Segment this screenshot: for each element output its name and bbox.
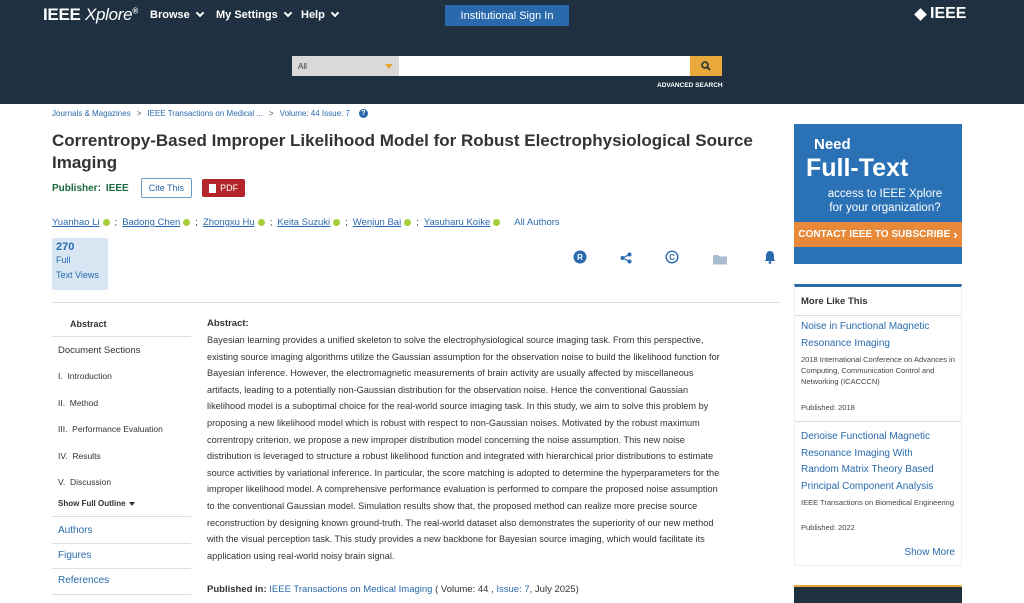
copyright-icon[interactable] — [665, 250, 679, 264]
author-link[interactable] — [203, 217, 265, 228]
abstract-line: application using real-world noisy brain signal. — [207, 550, 395, 561]
panel-divider — [795, 421, 961, 422]
date-text: , July 2025) — [529, 584, 579, 595]
abstract-heading: Abstract: — [207, 318, 249, 329]
caret-down-icon — [385, 64, 393, 69]
author-link[interactable] — [353, 217, 411, 228]
search-category-select[interactable] — [292, 56, 399, 76]
related-article-venue: 2018 International Conference on Advances in Computing, Communication Control and Networking (ICACCCN) — [801, 355, 955, 386]
abstract-line: improper likelihood model. A comprehensive performance evaluation is performed to compare the proposed noise assumption — [207, 484, 718, 495]
sidebar-item-figures[interactable]: Figures — [58, 550, 92, 561]
orcid-icon[interactable] — [258, 219, 265, 226]
bell-icon[interactable] — [764, 250, 778, 264]
orcid-icon[interactable] — [333, 219, 340, 226]
author-name: Keita Suzuki — [277, 217, 331, 228]
sidebar-section-discussion[interactable]: V. Discussion — [58, 477, 112, 487]
breadcrumb-separator: > — [136, 109, 142, 118]
rights-icon[interactable] — [573, 250, 587, 264]
advanced-search-link[interactable]: ADVANCED SEARCH — [657, 82, 723, 89]
all-authors-link[interactable]: All Authors — [514, 217, 560, 228]
breadcrumb-volume[interactable]: Volume: 44 Issue: 7 — [279, 109, 350, 118]
abstract-line: correntropy criterion, we propose a new improper distribution model concerning the noise assumption. This new noise — [207, 434, 685, 445]
abstract-line: to the conventional Gaussian model. Simulation results show that, the proposed method can realize more precise source — [207, 500, 698, 511]
volume-text: ( Volume: 44 , — [435, 584, 494, 595]
top-header — [0, 0, 1024, 104]
author-name: Badong Chen — [122, 217, 181, 228]
pdf-icon — [209, 184, 216, 193]
cite-this-button[interactable]: Cite This — [141, 178, 192, 198]
search-category-value: All — [298, 61, 307, 71]
breadcrumb — [52, 109, 368, 118]
folder-icon[interactable] — [713, 252, 727, 266]
sidebar-section-results[interactable]: IV. Results — [58, 451, 101, 461]
ad-subtitle — [815, 187, 955, 215]
sidebar-divider — [52, 516, 191, 517]
views-label-full: Full — [56, 255, 71, 265]
related-article-link[interactable]: Noise in Functional Magnetic Resonance Imaging — [801, 321, 930, 349]
abstract-text — [207, 332, 775, 564]
ieee-xplore-logo[interactable] — [43, 5, 138, 25]
show-full-outline-label: Show Full Outline — [58, 499, 126, 508]
sidebar-item-authors[interactable]: Authors — [58, 525, 93, 536]
publisher-label: Publisher: — [52, 182, 101, 194]
publisher-row — [52, 178, 245, 198]
section-divider — [52, 302, 780, 303]
logo-ieee-text: IEEE — [43, 5, 81, 24]
sidebar-divider — [52, 594, 191, 595]
abstract-line: source activities by variational inference. In particular, the score matching is adopted to determine the hyperparameters for the — [207, 467, 720, 478]
help-icon[interactable]: ? — [359, 109, 368, 118]
author-list — [52, 217, 560, 228]
orcid-icon[interactable] — [493, 219, 500, 226]
show-full-outline-toggle[interactable] — [58, 499, 135, 508]
ieee-logo-text: IEEE — [930, 5, 967, 22]
sidebar-item-abstract[interactable]: Abstract — [70, 319, 107, 329]
share-icon[interactable] — [620, 251, 634, 265]
more-like-this-panel — [794, 284, 962, 566]
more-like-this-title: More Like This — [801, 296, 868, 307]
nav-help-label: Help — [301, 9, 325, 21]
author-name: Zhongxu Hu — [202, 217, 255, 228]
sidebar-divider — [52, 543, 191, 544]
journal-link[interactable]: IEEE Transactions on Medical Imaging — [269, 584, 433, 595]
nav-help[interactable] — [301, 9, 338, 21]
author-link[interactable] — [277, 217, 340, 228]
author-name: Wenjun Bai — [352, 217, 402, 228]
author-name: Yuanhao Li — [52, 217, 100, 228]
chevron-right-icon: › — [953, 227, 958, 242]
author-separator: ; — [114, 217, 118, 228]
pdf-label: PDF — [220, 183, 239, 193]
chevron-down-icon — [283, 9, 291, 17]
contact-ieee-subscribe-button[interactable] — [794, 222, 962, 247]
related-article-published: Published: 2018 — [801, 403, 855, 412]
sidebar-divider — [52, 568, 191, 569]
caret-down-icon — [129, 502, 135, 506]
logo-xplore-text: Xplore — [84, 5, 133, 24]
issue-link[interactable]: Issue: 7 — [496, 584, 530, 595]
abstract-line: existing source imaging algorithms utilize the Gaussian assumption for the observation noise to build the likelihood function for — [207, 351, 720, 362]
nav-browse-label: Browse — [150, 9, 190, 21]
related-article-link[interactable]: Denoise Functional Magnetic Resonance Imaging With Random Matrix Theory Based Principal Component Analysis — [801, 431, 934, 492]
svg-text:C: C — [669, 253, 675, 262]
breadcrumb-transactions[interactable]: IEEE Transactions on Medical ... — [147, 109, 263, 118]
ad-need-text: Need — [814, 136, 851, 153]
secondary-ad-banner[interactable] — [794, 585, 962, 603]
ad-subtitle-line: access to IEEE Xplore — [827, 188, 943, 200]
abstract-line: reconstruction by designing known ground-truth. The real-world dataset also demonstrates the superiority of our new method — [207, 517, 714, 528]
related-article-venue: IEEE Transactions on Biomedical Engineering — [801, 498, 955, 507]
author-link[interactable] — [424, 217, 500, 228]
ieee-diamond-icon — [914, 8, 927, 21]
full-text-ad-banner[interactable] — [794, 124, 962, 264]
abstract-line: Bayesian inference. However, the electromagnetic measurements of brain activity are usually affected by miscellaneous — [207, 368, 694, 379]
sidebar-divider — [52, 336, 191, 337]
author-separator: ; — [195, 217, 198, 228]
views-count: 270 — [56, 241, 75, 253]
published-in — [207, 584, 579, 595]
ad-full-text-heading: Full-Text — [806, 154, 909, 182]
abstract-line: distribution is leveraged to structure a robust likelihood function and integrated with hierarchical prior distributions to estimate — [207, 451, 714, 462]
search-icon — [701, 61, 711, 71]
author-name: Yasuharu Koike — [423, 217, 491, 228]
search-button[interactable] — [690, 56, 722, 76]
show-more-link[interactable]: Show More — [904, 547, 955, 558]
orcid-icon[interactable] — [183, 219, 190, 226]
sidebar-section-performance-evaluation[interactable]: III. Performance Evaluation — [58, 424, 163, 434]
author-separator: ; — [345, 217, 348, 228]
abstract-line: artifacts, leading to a potentially non-Gaussian distribution for the observation noise. Hence the conventional Gaussian — [207, 384, 689, 395]
search-bar — [292, 56, 722, 76]
orcid-icon[interactable] — [103, 219, 110, 226]
svg-text:R: R — [577, 253, 583, 262]
breadcrumb-journals[interactable]: Journals & Magazines — [52, 109, 131, 118]
sidebar-section-introduction[interactable]: I. Introduction — [58, 371, 112, 381]
author-separator: ; — [416, 217, 419, 228]
ad-footer — [794, 247, 962, 264]
abstract-line: Bayesian learning provides a unified skeleton to solve the electrophysiological source imaging task. From this perspective, — [207, 335, 704, 345]
nav-browse[interactable] — [150, 9, 203, 21]
abstract-line: with the visual perception task. This study provides a new backbone for Bayesian source imaging, which would facilitate its — [207, 534, 705, 545]
orcid-icon[interactable] — [404, 219, 411, 226]
cta-label: CONTACT IEEE TO SUBSCRIBE — [798, 229, 951, 240]
institutional-sign-in-button[interactable]: Institutional Sign In — [445, 5, 569, 26]
published-in-label: Published in: — [207, 584, 267, 595]
full-text-views-badge — [52, 238, 108, 290]
breadcrumb-separator: > — [269, 109, 274, 118]
pdf-button[interactable] — [202, 179, 245, 197]
views-label-text-views: Text Views — [56, 270, 99, 280]
page-title: Correntropy-Based Improper Likelihood Model for Robust Electrophysiological Source Imaging — [52, 131, 753, 172]
related-article-published: Published: 2022 — [801, 523, 855, 532]
logo-registered-mark: ® — [132, 6, 138, 16]
nav-my-settings-label: My Settings — [216, 9, 278, 21]
sidebar-section-method[interactable]: II. Method — [58, 398, 99, 408]
abstract-line: likelihood model is a suboptimal choice for the real-world source imaging task. In this study, we aim to solve this problem by — [207, 401, 709, 412]
author-separator: ; — [269, 217, 273, 228]
document-sections-heading: Document Sections — [58, 345, 141, 356]
author-link[interactable] — [52, 217, 110, 228]
sidebar-item-references[interactable]: References — [58, 575, 110, 586]
chevron-down-icon — [331, 9, 339, 17]
publisher-value: IEEE — [105, 182, 129, 194]
nav-my-settings[interactable] — [216, 9, 291, 21]
chevron-down-icon — [196, 9, 204, 17]
search-input[interactable] — [399, 56, 690, 76]
ieee-logo[interactable] — [916, 5, 966, 23]
abstract-line: proposing a new likelihood model which is robust with respect to non-Gaussian noises. Motivated by the robust maximum — [207, 417, 700, 428]
author-link[interactable] — [122, 217, 190, 228]
panel-divider — [795, 315, 961, 316]
ad-subtitle-line: for your organization? — [829, 202, 941, 214]
